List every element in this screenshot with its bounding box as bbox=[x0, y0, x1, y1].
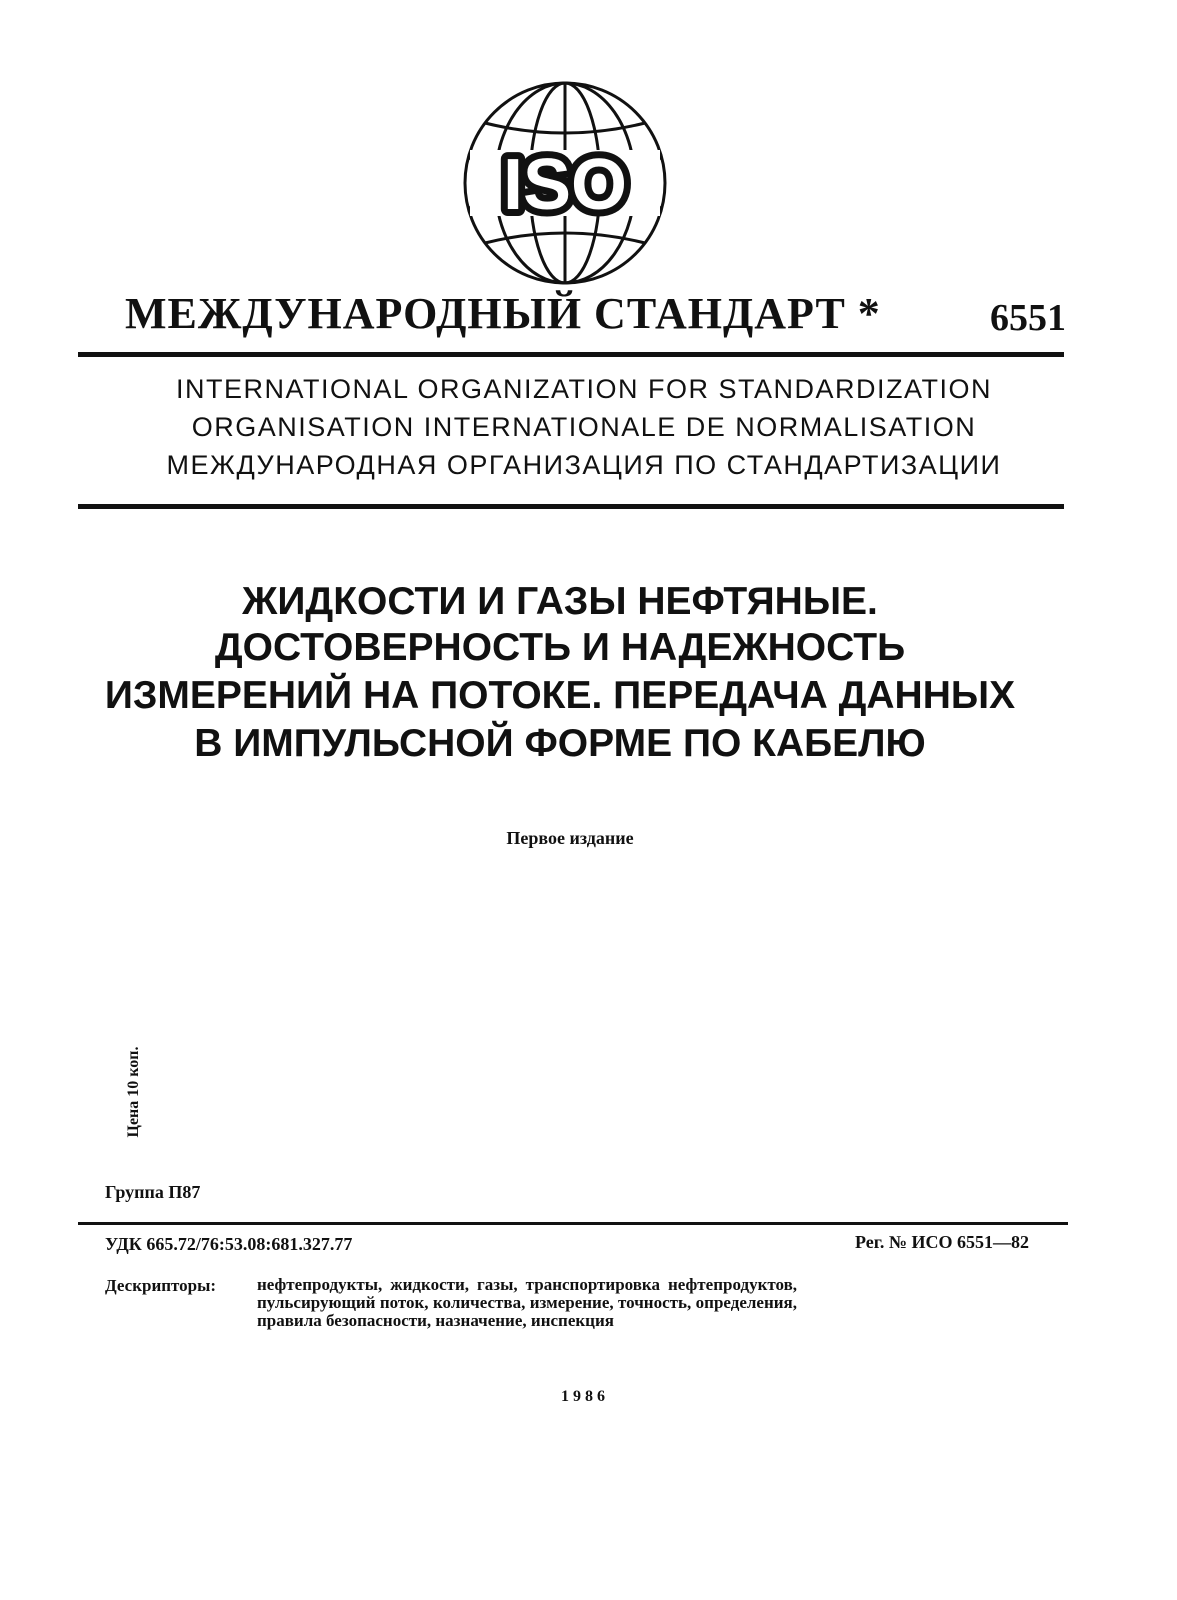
registration-number: Рег. № ИСО 6551—82 bbox=[855, 1232, 1029, 1252]
subject-title-line-1: ЖИДКОСТИ И ГАЗЫ НЕФТЯНЫЕ. bbox=[242, 580, 878, 623]
subject-title-line-2: ДОСТОВЕРНОСТЬ И НАДЕЖНОСТЬ bbox=[214, 626, 906, 669]
divider-top bbox=[78, 352, 1064, 357]
divider-bottom bbox=[78, 1222, 1068, 1225]
group-code: Группа П87 bbox=[105, 1182, 201, 1202]
iso-logo bbox=[460, 78, 670, 288]
org-name-english: INTERNATIONAL ORGANIZATION FOR STANDARDIZATION bbox=[175, 374, 993, 404]
subject-title-line-4: В ИМПУЛЬСНОЙ ФОРМЕ ПО КАБЕЛЮ bbox=[194, 722, 926, 765]
edition-label: Первое издание bbox=[506, 828, 634, 848]
price-label: Цена 10 коп. bbox=[125, 1046, 142, 1138]
udk-code: УДК 665.72/76:53.08:681.327.77 bbox=[105, 1234, 353, 1254]
descriptors-text: нефтепродукты, жидкости, газы, транспортировка нефтепродуктов, пульсирующий поток, количества, измерение, точность, определения, правила безопасности, назначение, инспекция bbox=[257, 1275, 797, 1330]
document-title: МЕЖДУНАРОДНЫЙ СТАНДАРТ * bbox=[125, 289, 881, 338]
org-name-french: ORGANISATION INTERNATIONALE DE NORMALISATION bbox=[191, 412, 977, 442]
document-number: 6551 bbox=[990, 297, 1066, 339]
iso-logo-text: ISO bbox=[502, 145, 628, 225]
divider-middle bbox=[78, 504, 1064, 509]
publication-year: 1986 bbox=[561, 1388, 609, 1405]
descriptors-label: Дескрипторы: bbox=[105, 1276, 217, 1295]
subject-title-line-3: ИЗМЕРЕНИЙ НА ПОТОКЕ. ПЕРЕДАЧА ДАННЫХ bbox=[104, 674, 1016, 717]
org-name-russian: МЕЖДУНАРОДНАЯ ОРГАНИЗАЦИЯ ПО СТАНДАРТИЗАЦИИ bbox=[166, 450, 1002, 480]
